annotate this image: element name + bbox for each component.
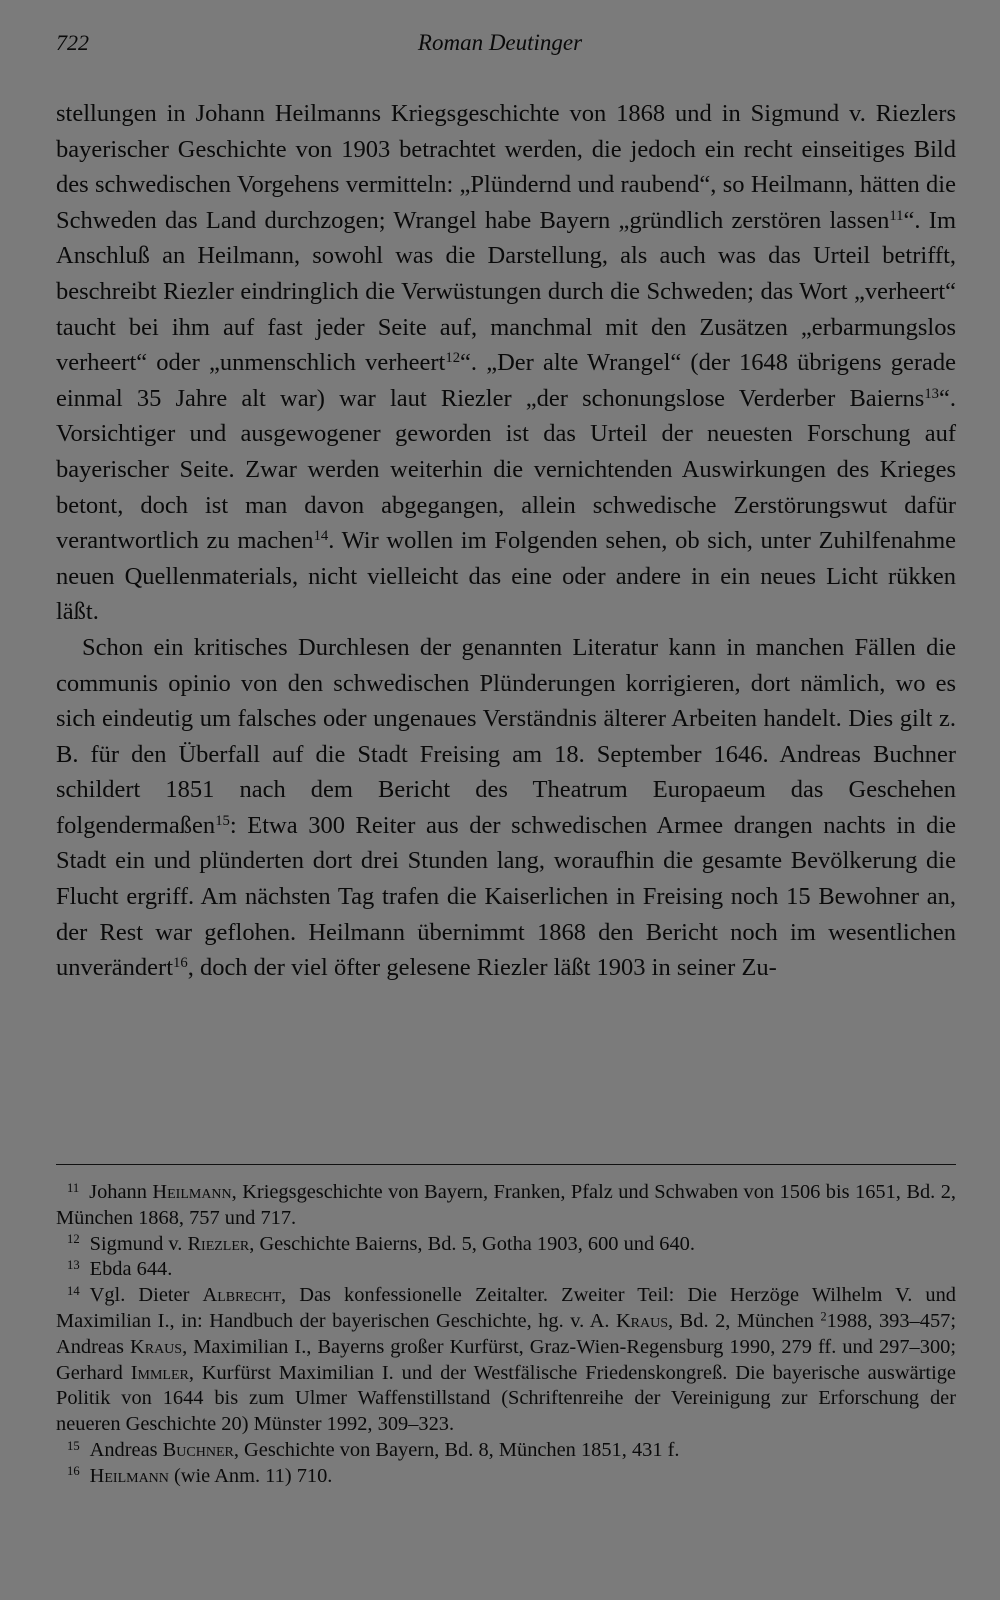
text-run: , Maximilian I., Bayerns großer Kurfürst, Graz-Wien-Regensburg 1990, 279 ff. und 297–300; Gerhard [56,1335,957,1384]
footnote-number: 11 [67,1180,80,1195]
footnote-number: 15 [67,1438,80,1453]
running-title: Roman Deutinger [417,30,583,55]
text-run: “. Vorsichtiger und ausgewogener geworden ist das Urteil der neuesten Forschung auf bayerischer Seite. Zwar werden weiterhin die vernichtenden Auswirkungen des Krieges betont, doch ist man davon abgegangen, allein schwedische Zerstörungswut dafür verantwortlich zu machen [56,384,956,555]
text-run: . Wir wollen im Folgenden sehen, ob sich, unter Zuhilfenahme neuen Quellenmaterials, nicht vielleicht das eine oder andere in ein neues Licht rükken läßt. [56,527,956,626]
text-run: , doch der viel öfter gelesene Riezler läßt 1903 in seiner Zu- [187,954,777,982]
text-run: “. „Der alte Wrangel“ (der 1648 übrigens gerade einmal 35 Jahre alt war) war laut Riezler „der schonungslose Verderber Baierns [56,349,956,412]
text-run: Schon ein kritisches Durchlesen der genannten Literatur kann in manchen Fällen die communis opinio von den schwedischen Plünderungen korrigieren, dort nämlich, wo es sich eindeutig um falsches oder ungenaues Verständnis älterer Arbeiten handelt. Dies gilt z. B. für den Überfall auf die Stadt Freising am 18. September 1646. Andreas Buchner schildert 1851 nach dem Bericht des Theatrum Europaeum das Geschehen folgendermaßen [56,633,956,839]
text-run: , Kriegsgeschichte von Bayern, Franken, Pfalz und Schwaben von 1506 bis 1651, Bd. 2, München 1868, 757 und 717. [56,1181,956,1229]
text-run: (wie Anm. 11) 710. [168,1464,333,1487]
paragraph-1 [56,96,956,630]
text-run: , Das konfessionelle Zeitalter. Zweiter Teil: Die Herzöge Wilhelm V. und Maximilian I., in: Handbuch der bayerischen Geschichte, hg. v. A. [56,1284,957,1332]
text-run: Andreas [89,1438,163,1461]
footnotes [56,1180,956,1490]
footnote-ref-13: 13 [924,385,939,402]
footnote-14 [56,1283,956,1438]
footnote-number: 12 [67,1232,80,1247]
author-name: Heilmann [89,1464,169,1487]
footnote-15 [56,1438,956,1464]
author-name: Kraus [615,1309,669,1332]
edition-superscript: 2 [820,1309,827,1324]
text-run: “. Im Anschluß an Heilmann, sowohl was die Darstellung, als auch was das Urteil betrifft, beschreibt Riezler eindringlich die Verwüstungen durch die Schweden; das Wort „verheert“ taucht bei ihm auf fast jeder Seite auf, manchmal mit den Zusätzen „erbarmungslos verheert“ oder „unmenschlich verheert [56,206,956,377]
footnote-ref-16: 16 [173,955,188,972]
footnote-number: 16 [67,1464,80,1479]
author-name: Kraus [130,1335,183,1358]
text-run: , Geschichte Baierns, Bd. 5, Gotha 1903, 600 und 640. [249,1232,695,1255]
author-name: Albrecht [202,1284,282,1307]
footnote-ref-15: 15 [215,812,230,829]
footnote-divider [56,1164,956,1165]
text-run: 1988, 393–457; Andreas [56,1309,956,1358]
footnote-number: 13 [67,1258,80,1273]
page-number: 722 [56,30,89,55]
text-run: , Geschichte von Bayern, Bd. 8, München 1851, 431 f. [233,1438,680,1461]
text-run: stellungen in Johann Heilmanns Kriegsgeschichte von 1868 und in Sigmund v. Riezlers bayerischer Geschichte von 1903 betrachtet werden, die jedoch ein recht einseitiges Bild des schwedischen Vorgehens vermitteln: „Plündernd und raubend“, so Heilmann, hätten die Schweden das Land durchzogen; Wrangel habe Bayern „gründlich zerstören lassen [56,100,956,234]
footnote-16 [56,1464,956,1490]
text-run: Sigmund v. [89,1232,188,1255]
footnote-ref-12: 12 [445,350,461,367]
paragraph-2 [56,630,956,986]
footnote-number: 14 [67,1283,80,1298]
author-name: Riezler [187,1232,250,1255]
body-text [56,96,956,986]
author-name: Heilmann [152,1181,232,1203]
running-head [56,30,944,66]
footnote-ref-14: 14 [313,528,329,545]
text-run: Vgl. Dieter [89,1284,203,1307]
text-run: , Kurfürst Maximilian I. und der Westfälische Friedenskongreß. Die bayerische auswärtige Politik von 1644 bis zum Ulmer Waffenstillstand (Schriftenreihe der Vereinigung zur Erforschung der neueren Geschichte 20) Münster 1992, 309–323. [56,1361,956,1436]
footnote-13 [56,1257,956,1283]
footnote-12 [56,1232,956,1258]
text-run: Ebda 644. [89,1258,173,1281]
text-run: : Etwa 300 Reiter aus der schwedischen Armee drangen nachts in die Stadt ein und plünderten dort drei Stunden lang, woraufhin die gesamte Bevölkerung die Flucht ergriff. Am nächsten Tag trafen die Kaiserlichen in Freising noch 15 Bewohner an, der Rest war geflohen. Heilmann übernimmt 1868 den Bericht noch im wesentlichen unverändert [56,811,956,982]
text-run: , Bd. 2, München [668,1309,821,1332]
footnote-11 [56,1180,956,1232]
author-name: Immler [130,1361,189,1384]
text-run: Johann [89,1181,153,1203]
author-name: Buchner [162,1438,234,1461]
footnote-ref-11: 11 [889,207,904,224]
